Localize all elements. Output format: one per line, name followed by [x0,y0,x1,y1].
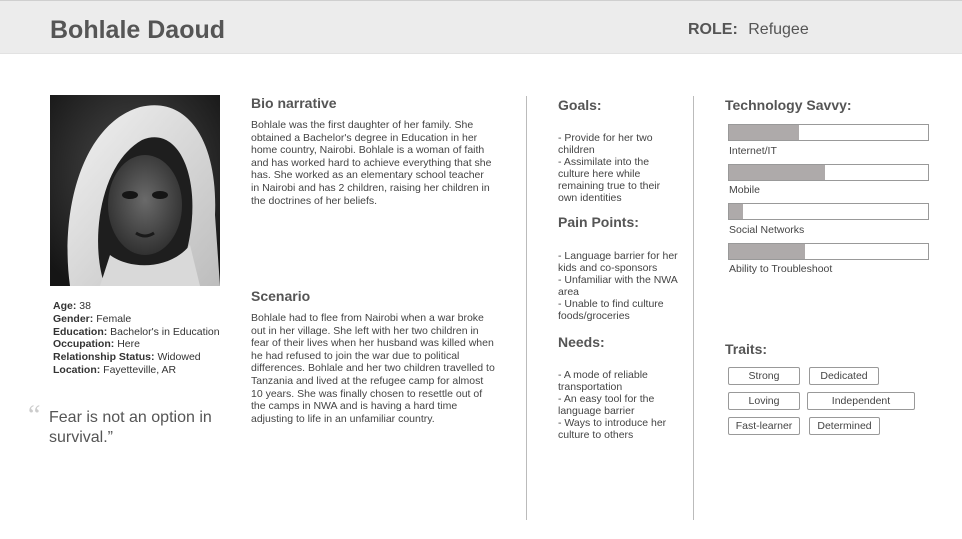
scenario-text: Bohlale had to flee from Nairobi when a war broke out in her village. She left with her two children in fear of their lives when her husband was killed when he had refused to join the war due to political differences. Bohlale and her two children travelled to Tanzania and lived at the refugee camp for almost 10 years. She was finally chosen to resettle out of the camps in NWA and is having a hard time adjusting to life in an unfamiliar country. [251,312,495,425]
tech-bar-social [728,203,929,220]
trait-fast-learner: Fast-learner [728,417,800,435]
goals-title: Goals: [558,97,602,113]
role [688,21,809,39]
trait-determined: Determined [809,417,880,435]
trait-independent: Independent [807,392,915,410]
portrait-image [50,95,220,286]
gender-row: Gender: Female [53,312,132,325]
traits-title: Traits: [725,341,768,357]
tech-bar-troubleshoot [728,243,929,260]
trait-strong: Strong [728,367,800,385]
age-row: Age: 38 [53,300,91,312]
tech-bar-mobile [728,164,929,181]
tech-label-mobile: Mobile [729,184,760,196]
list-item: - Provide for her two children [558,132,653,156]
role-label: ROLE: [688,21,738,38]
header-bar [0,0,962,54]
column-divider-left [526,96,527,520]
role-value: Refugee [748,21,809,38]
list-item: - Unfamiliar with the NWA area [558,274,678,298]
pain-points-list [558,250,682,322]
list-item: - Ways to introduce her culture to others [558,417,667,441]
list-item: - Assimilate into the culture here while remaining true to their own identities [558,156,661,204]
education-row: Education: Bachelor's in Education [53,325,220,338]
tech-label-social: Social Networks [729,224,805,236]
demographics [53,300,220,377]
relationship-row: Relationship Status: Widowed [53,351,201,364]
location-row: Location: Fayetteville, AR [53,363,177,376]
tech-title: Technology Savvy: [725,97,852,113]
column-divider-right [693,96,694,520]
tech-bar-fill [729,244,805,259]
tech-bar-fill [729,125,799,140]
occupation-row: Occupation: Here [53,338,140,351]
tech-label-internet: Internet/IT [729,145,777,157]
goals-list [558,132,678,204]
trait-dedicated: Dedicated [809,367,879,385]
persona-name: Bohlale Daoud [50,16,226,44]
list-item: - A mode of reliable transportation [558,369,648,393]
pain-points-title: Pain Points: [558,214,639,230]
tech-bar-internet [728,124,929,141]
bio-text: Bohlale was the first daughter of her family. She obtained a Bachelor's degree in Education in her home country, Nairobi. Bohlale is a woman of faith and has worked hard to achieve everything that she has. She worked as an elementary school teacher in Nairobi and has 2 children, raising her children in the doctrines of her beliefs. [251,119,492,207]
persona-photo [50,95,220,286]
quote-text: Fear is not an option in survival.” [49,409,212,446]
tech-bar-fill [729,165,825,180]
tech-label-troubleshoot: Ability to Troubleshoot [729,263,833,275]
list-item: - Unable to find culture foods/groceries [558,298,664,322]
trait-loving: Loving [728,392,800,410]
needs-title: Needs: [558,334,605,350]
quote-mark-icon: “ [28,400,41,431]
list-item: - Language barrier for her kids and co-sponsors [558,250,678,274]
tech-bar-fill [729,204,743,219]
persona-quote [28,400,228,448]
bio-title: Bio narrative [251,95,337,111]
list-item: - An easy tool for the language barrier [558,393,655,417]
scenario-title: Scenario [251,288,311,304]
needs-list [558,369,676,441]
